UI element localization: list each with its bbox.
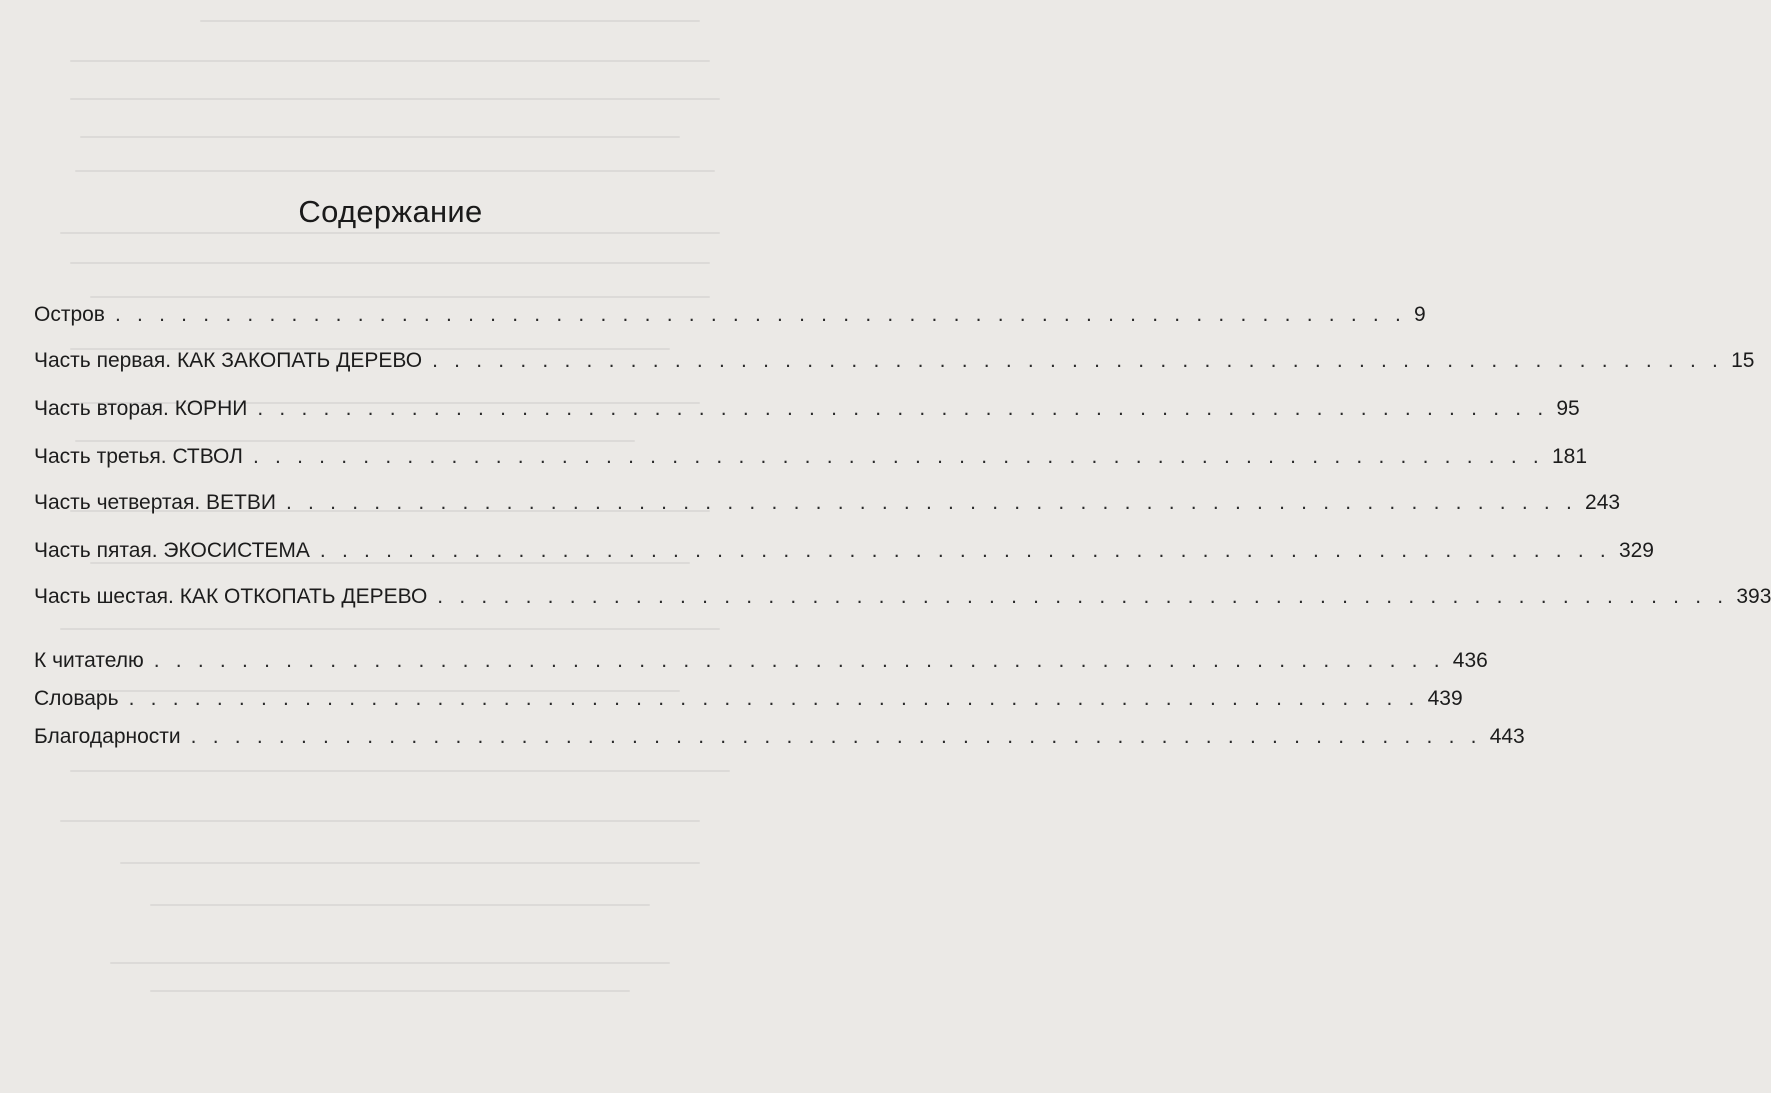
toc-entry-page: 439	[1427, 687, 1463, 710]
toc-entry-page: 15	[1731, 349, 1755, 372]
toc-entry-page: 243	[1585, 491, 1621, 514]
toc-entry-label: Словарь	[34, 687, 119, 710]
toc-leader-dots: . . . . . . . . . . . . . . . . . . . . . . . . . . . . . . . . . . . . . . . . . . . . . . . . . . . . . . . . . . .	[437, 585, 1729, 608]
toc-entry-label: Остров	[34, 303, 105, 326]
toc-entry	[34, 534, 1654, 564]
toc-entry	[34, 298, 1426, 328]
toc-leader-dots: . . . . . . . . . . . . . . . . . . . . . . . . . . . . . . . . . . . . . . . . . . . . . . . . . . . . . . . . . . .	[257, 397, 1549, 420]
toc-entry	[34, 344, 1755, 374]
toc-entry-label: Часть четвертая. ВЕТВИ	[34, 491, 276, 514]
toc-entry-label: Часть третья. СТВОЛ	[34, 445, 243, 468]
toc-entry	[34, 392, 1580, 422]
toc-entry-page: 9	[1414, 303, 1426, 326]
toc-entry-page: 329	[1618, 539, 1654, 562]
toc-leader-dots: . . . . . . . . . . . . . . . . . . . . . . . . . . . . . . . . . . . . . . . . . . . . . . . . . . . . . . . . . . .	[432, 349, 1724, 372]
toc-entry-label: К читателю	[34, 649, 144, 672]
contents-title: Содержание	[298, 194, 483, 229]
toc-leader-dots: . . . . . . . . . . . . . . . . . . . . . . . . . . . . . . . . . . . . . . . . . . . . . . . . . . . . . . . . . . .	[114, 303, 1407, 326]
toc-entry-label: Благодарности	[34, 725, 181, 748]
toc-leader-dots: . . . . . . . . . . . . . . . . . . . . . . . . . . . . . . . . . . . . . . . . . . . . . . . . . . . . . . . . . . .	[190, 725, 1482, 748]
toc-entry-label: Часть вторая. КОРНИ	[34, 397, 248, 420]
toc-leader-dots: . . . . . . . . . . . . . . . . . . . . . . . . . . . . . . . . . . . . . . . . . . . . . . . . . . . . . . . . . . .	[153, 649, 1445, 672]
toc-entry-page: 393	[1736, 585, 1771, 608]
toc-entry	[34, 440, 1588, 470]
toc-leader-dots: . . . . . . . . . . . . . . . . . . . . . . . . . . . . . . . . . . . . . . . . . . . . . . . . . . . . . . . . . . .	[285, 491, 1578, 514]
toc-entry-page: 436	[1452, 649, 1488, 672]
toc-entry-page: 181	[1551, 445, 1588, 468]
toc-entry-label: Часть пятая. ЭКОСИСТЕМА	[34, 539, 310, 562]
toc-entry	[34, 720, 1525, 750]
toc-entry	[34, 682, 1463, 712]
toc-entry-page: 95	[1556, 397, 1580, 420]
toc-leader-dots: . . . . . . . . . . . . . . . . . . . . . . . . . . . . . . . . . . . . . . . . . . . . . . . . . . . . . . . . . . .	[128, 687, 1420, 710]
toc-entry-label: Часть шестая. КАК ОТКОПАТЬ ДЕРЕВО	[34, 585, 428, 608]
toc-entry-label: Часть первая. КАК ЗАКОПАТЬ ДЕРЕВО	[34, 349, 423, 372]
toc-entry	[34, 580, 1771, 610]
toc-entry	[34, 644, 1488, 674]
toc-entry	[34, 486, 1621, 516]
toc-entry-page: 443	[1489, 725, 1525, 748]
toc-leader-dots: . . . . . . . . . . . . . . . . . . . . . . . . . . . . . . . . . . . . . . . . . . . . . . . . . . . . . . . . . . .	[319, 539, 1611, 562]
toc-leader-dots: . . . . . . . . . . . . . . . . . . . . . . . . . . . . . . . . . . . . . . . . . . . . . . . . . . . . . . . . . . .	[252, 445, 1544, 468]
